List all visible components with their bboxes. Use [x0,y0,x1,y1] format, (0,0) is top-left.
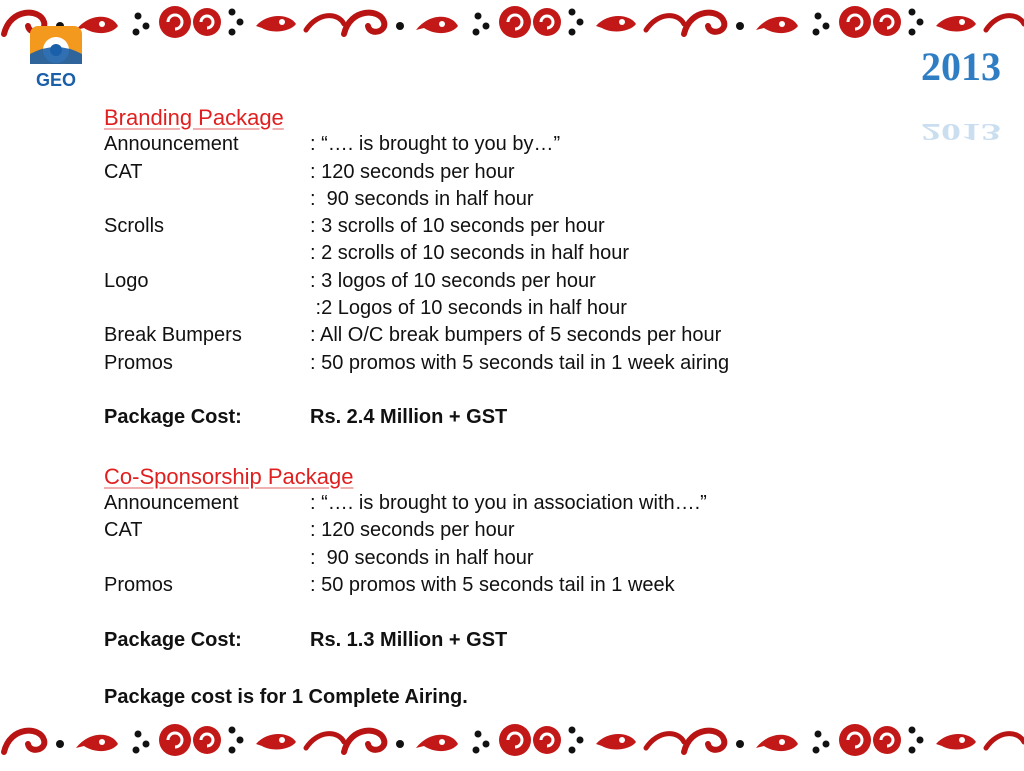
cost-value: Rs. 1.3 Million + GST [310,628,508,651]
package-row [104,131,1004,158]
row-value: : 3 scrolls of 10 seconds per hour [310,215,605,238]
bottom-ornament-border [0,718,1024,766]
row-value: : All O/C break bumpers of 5 seconds per hour [310,324,722,347]
footer-note: Package cost is for 1 Complete Airing. [104,685,468,708]
row-label [104,186,310,213]
row-label: Logo [104,269,149,292]
row-value: : “…. is brought to you by…” [310,133,561,156]
swirl-border-icon [0,718,1024,766]
row-value: : 3 logos of 10 seconds per hour [310,269,596,292]
cosponsor-cost [104,627,1004,654]
spacer [104,654,1004,676]
row-label: Promos [104,351,173,374]
package-row [104,213,1004,240]
package-row [104,350,1004,377]
row-label: Announcement [104,133,239,156]
row-value: : 50 promos with 5 seconds tail in 1 week airing [310,351,730,374]
package-row [104,545,1004,572]
package-row [104,240,1004,267]
logo-text: GEO [35,70,77,90]
row-value: :2 Logos of 10 seconds in half hour [310,297,627,320]
row-label [104,295,310,322]
row-label: Scrolls [104,215,165,238]
year-reflection: 2013 [921,118,1001,145]
row-value: : 2 scrolls of 10 seconds in half hour [310,242,630,265]
row-value: : 120 seconds per hour [310,519,515,542]
geo-logo-icon [28,24,82,90]
swirl-border-icon [0,0,1024,48]
branding-rows [104,131,1004,377]
row-label [104,545,310,572]
row-value: : 90 seconds in half hour [310,546,534,569]
row-label: Promos [104,574,173,597]
cosponsor-heading: Co-Sponsorship Package [104,463,354,489]
cost-label: Package Cost: [104,406,242,429]
package-row [104,295,1004,322]
row-value: : 120 seconds per hour [310,160,515,183]
branding-cost [104,404,1004,431]
cost-label: Package Cost: [104,628,242,651]
row-value: : 50 promos with 5 seconds tail in 1 week [310,574,675,597]
row-value: : 90 seconds in half hour [310,187,534,210]
package-row [104,517,1004,544]
package-row [104,322,1004,349]
row-value: : “…. is brought to you in association with….” [310,492,707,515]
top-ornament-border [0,0,1024,48]
spacer [104,599,1004,626]
package-row [104,159,1004,186]
row-label: CAT [104,519,143,542]
cost-value: Rs. 2.4 Million + GST [310,406,508,429]
spacer [104,432,1004,459]
package-row [104,490,1004,517]
row-label: Announcement [104,492,239,515]
row-label [104,240,310,267]
branding-heading: Branding Package [104,105,284,130]
package-row [104,572,1004,599]
slide-content [104,104,1004,711]
spacer [104,377,1004,404]
row-label: Break Bumpers [104,324,242,347]
geo-logo [28,24,82,90]
year-text: 2013 [921,44,1001,89]
package-row [104,186,1004,213]
row-label: CAT [104,160,143,183]
cosponsor-rows [104,490,1004,599]
package-row [104,268,1004,295]
